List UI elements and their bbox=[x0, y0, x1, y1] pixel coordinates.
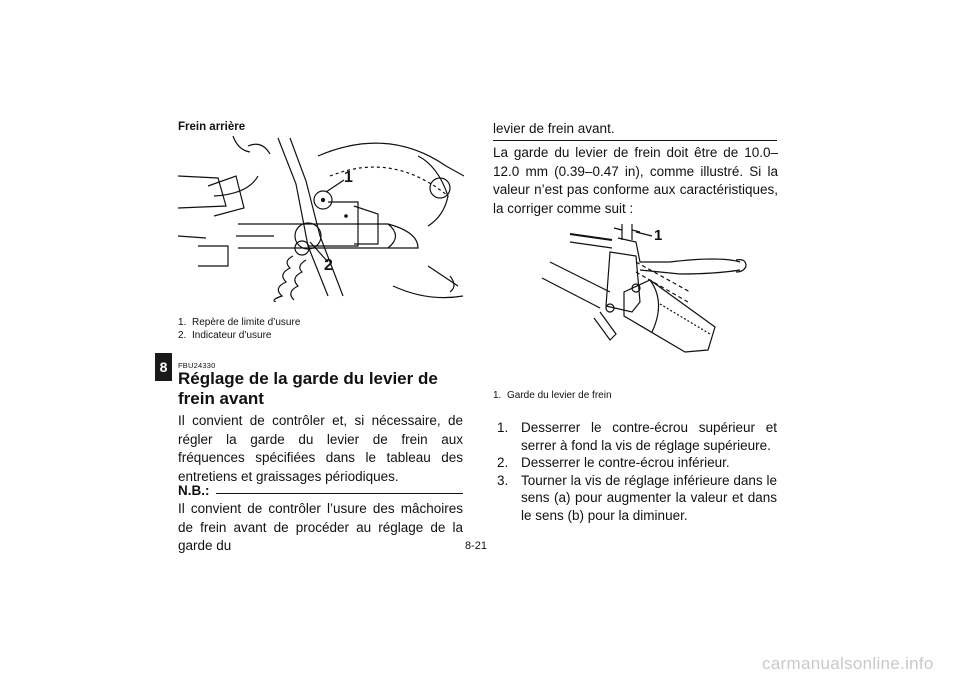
figure-callout-1: 1 bbox=[344, 169, 353, 186]
intro-paragraph: Il convient de contrôler et, si nécessaire, de régler la garde du levier de frein aux fréquences spécifiées dans le tableau des entretiens et graissages périodiques. bbox=[178, 413, 463, 484]
section-code: FBU24330 bbox=[178, 361, 216, 370]
figure-heading: Frein arrière bbox=[178, 121, 246, 133]
page-number: 8-21 bbox=[465, 540, 488, 552]
nb-rule bbox=[216, 493, 464, 494]
watermark: carmanualsonline.info bbox=[762, 654, 934, 673]
separator-rule bbox=[493, 140, 777, 141]
continuation-text: levier de frein avant. bbox=[493, 121, 615, 136]
adjustment-steps bbox=[497, 419, 777, 524]
nb-header bbox=[178, 483, 463, 498]
figure-callout-1: 1 bbox=[654, 227, 663, 244]
caption-item: 2. Indicateur d’usure bbox=[178, 330, 272, 341]
caption-item: 1. Repère de limite d’usure bbox=[178, 317, 301, 328]
list-item: 1. Desserrer le contre-écrou supérieur et serrer à fond la vis de réglage supérieure. bbox=[497, 420, 777, 453]
list-item: 3. Tourner la vis de réglage inférieure dans le sens (a) pour augmenter la valeur et dans le sens (b) pour la diminuer. bbox=[497, 472, 777, 523]
nb-text: Il convient de contrôler l’usure des mâchoires de frein avant de procéder au réglage de la garde du bbox=[178, 501, 463, 553]
free-play-paragraph: La garde du levier de frein doit être de 10.0–12.0 mm (0.39–0.47 in), comme illustré. Si la valeur n’est pas conforme aux caractéristiques, la corriger comme suit : bbox=[493, 145, 778, 216]
figure-captions bbox=[178, 316, 468, 342]
figure-caption: 1. Garde du levier de frein bbox=[493, 390, 612, 401]
list-item: 2. Desserrer le contre-écrou inférieur. bbox=[497, 455, 730, 470]
brake-lever-illustration bbox=[540, 222, 760, 372]
rear-brake-illustration bbox=[178, 136, 464, 302]
figure-callout-2: 2 bbox=[324, 257, 333, 274]
chapter-tab: 8 bbox=[155, 353, 172, 381]
section-title: Réglage de la garde du levier de frein avant bbox=[178, 369, 438, 408]
nb-label: N.B.: bbox=[178, 483, 210, 498]
